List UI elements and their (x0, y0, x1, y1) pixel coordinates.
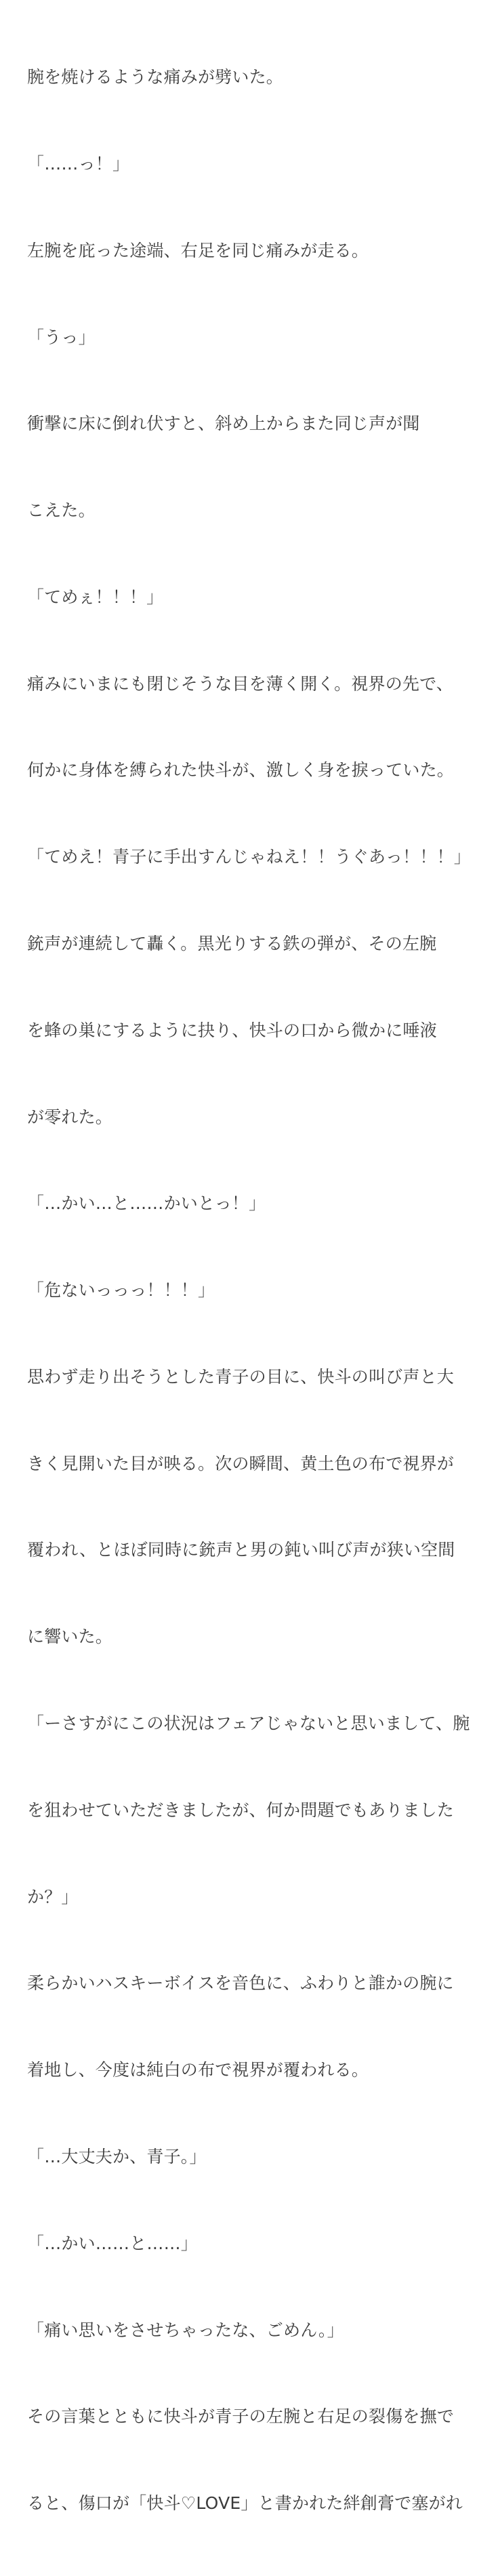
text-line: 痛みにいまにも閉じそうな目を薄く開く。視界の先で、 (27, 673, 454, 694)
text-line: ると、傷口が「快斗♡LOVE」と書かれた絆創膏で塞がれ (27, 2493, 463, 2514)
text-line: か？」 (27, 1886, 79, 1907)
text-line: 衝撃に床に倒れ伏すと、斜め上からまた同じ声が聞 (27, 414, 420, 434)
text-line: を蜂の巣にするように抉り、快斗の口から微かに唾液 (27, 1020, 437, 1040)
text-line: 「ーさすがにこの状況はフェアじゃないと思いまして、腕 (27, 1713, 470, 1734)
text-line: 左腕を庇った途端、右足を同じ痛みが走る。 (27, 240, 369, 260)
text-line: 柔らかいハスキーボイスを音色に、ふわりと誰かの腕に (27, 1973, 454, 1994)
text-line: 「うっ」 (27, 327, 96, 347)
text-line: その言葉とともに快斗が青子の左腕と右足の裂傷を撫で (27, 2406, 455, 2427)
text-line: 着地し、今度は純白の布で視界が覆われる。 (27, 2060, 369, 2080)
text-line: 覆われ、とほぼ同時に銃声と男の鈍い叫び声が狭い空間 (27, 1540, 455, 1560)
text-line: を狙わせていただきましたが、何か問題でもありました (27, 1800, 455, 1820)
text-line: 「痛い思いをさせちゃったな、ごめん。」 (27, 2320, 344, 2340)
story-body (27, 5, 471, 2576)
text-line: 「危ないっっっ！！！」 (27, 1280, 215, 1301)
text-line: 「…大丈夫か、青子。」 (27, 2146, 207, 2166)
text-line: 「…かい…と……かいとっ！」 (27, 1193, 266, 1214)
text-line: 銃声が連続して轟く。黒光りする鉄の弾が、その左腕 (27, 934, 437, 953)
text-line: が零れた。 (27, 1107, 113, 1127)
text-line: 「…かい……と……」 (27, 2233, 199, 2253)
text-line: 「……っ！」 (27, 153, 130, 174)
text-line: こえた。 (27, 500, 96, 521)
text-line: 何かに身体を縛られた快斗が、激しく身を捩っていた。 (27, 760, 455, 780)
text-line: に響いた。 (27, 1627, 113, 1647)
text-line: 「てめえ！青子に手出すんじゃねえ！！うぐあっ！！！」 (27, 847, 471, 867)
text-line: 腕を焼けるような痛みが劈いた。 (27, 67, 284, 87)
text-line: 思わず走り出そうとした青子の目に、快斗の叫び声と大 (27, 1366, 455, 1387)
text-line: きく見開いた目が映る。次の瞬間、黄土色の布で視界が (27, 1453, 455, 1473)
text-line: 「てめぇ！！！」 (27, 587, 164, 607)
